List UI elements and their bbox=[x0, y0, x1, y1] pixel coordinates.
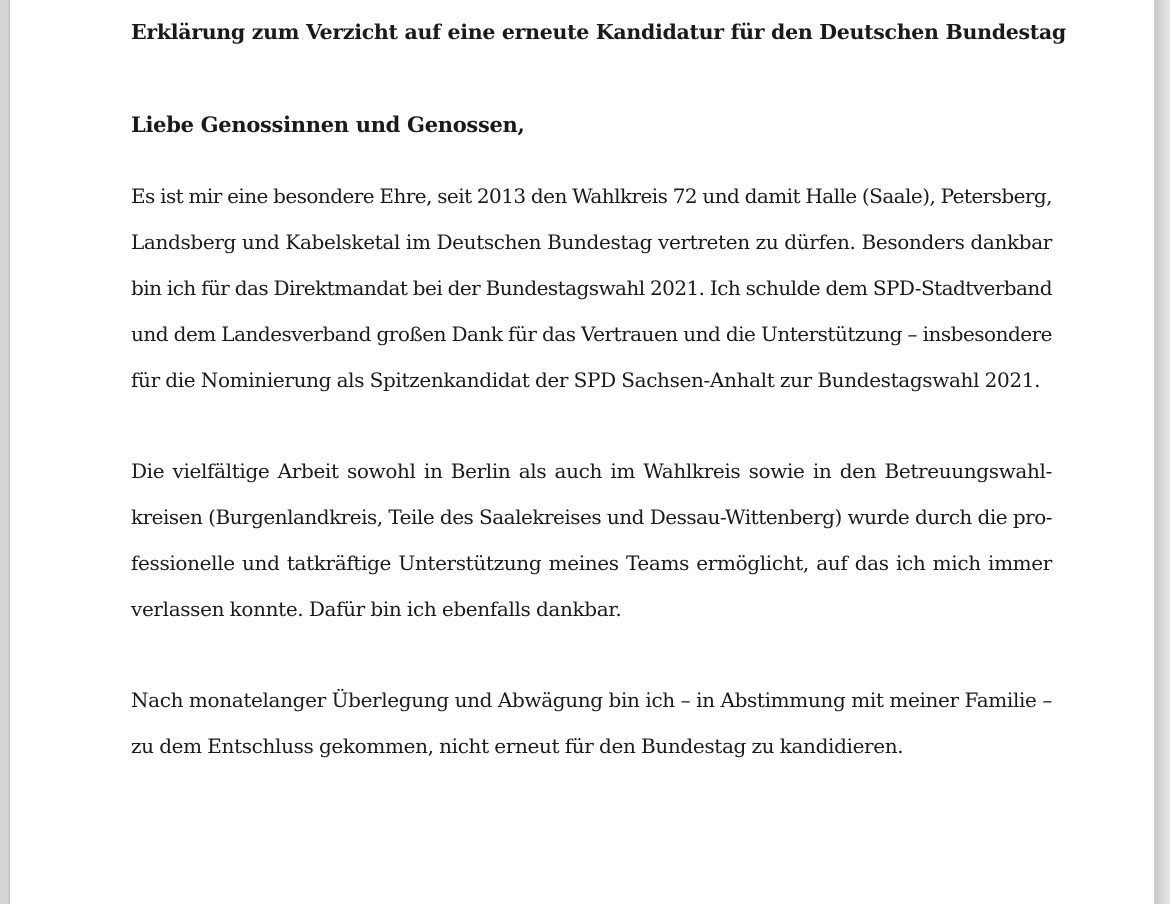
paragraph-1 bbox=[131, 173, 1052, 403]
paragraph-line: Es ist mir eine besondere Ehre, seit 2013 den Wahlkreis 72 und damit Halle (Saale), Petersberg, bbox=[131, 184, 1052, 208]
paragraph-3 bbox=[131, 677, 1052, 769]
paragraph-line: zu dem Entschluss gekommen, nicht erneut für den Bundestag zu kandidieren. bbox=[131, 734, 904, 758]
document-page bbox=[10, 0, 1154, 904]
page-edge bbox=[1154, 0, 1170, 904]
paragraph-line: kreisen (Burgenlandkreis, Teile des Saalekreises und Dessau-Wittenberg) wurde durch die pro- bbox=[131, 505, 1052, 529]
paragraph-line: fessionelle und tatkräftige Unterstützung meines Teams ermöglicht, auf das ich mich immer bbox=[131, 551, 1052, 575]
paragraph-line: für die Nominierung als Spitzenkandidat der SPD Sachsen-Anhalt zur Bundestagswahl 2021. bbox=[131, 368, 1041, 392]
paragraph-line: bin ich für das Direktmandat bei der Bundestagswahl 2021. Ich schulde dem SPD-Stadtverband bbox=[131, 276, 1052, 300]
salutation: Liebe Genossinnen und Genossen, bbox=[131, 112, 525, 137]
paragraph-2 bbox=[131, 448, 1052, 632]
paragraph-line: Landsberg und Kabelsketal im Deutschen Bundestag vertreten zu dürfen. Besonders dankbar bbox=[131, 230, 1052, 254]
paragraph-line: Nach monatelanger Überlegung und Abwägung bin ich – in Abstimmung mit meiner Familie – bbox=[131, 688, 1052, 712]
document-heading: Erklärung zum Verzicht auf eine erneute Kandidatur für den Deutschen Bundestag bbox=[131, 20, 1066, 44]
paragraph-line: Die vielfältige Arbeit sowohl in Berlin als auch im Wahlkreis sowie in den Betreuungswahl- bbox=[131, 459, 1052, 483]
paragraph-line: und dem Landesverband großen Dank für das Vertrauen und die Unterstützung – insbesondere bbox=[131, 322, 1052, 346]
paragraph-line: verlassen konnte. Dafür bin ich ebenfalls dankbar. bbox=[131, 597, 622, 621]
